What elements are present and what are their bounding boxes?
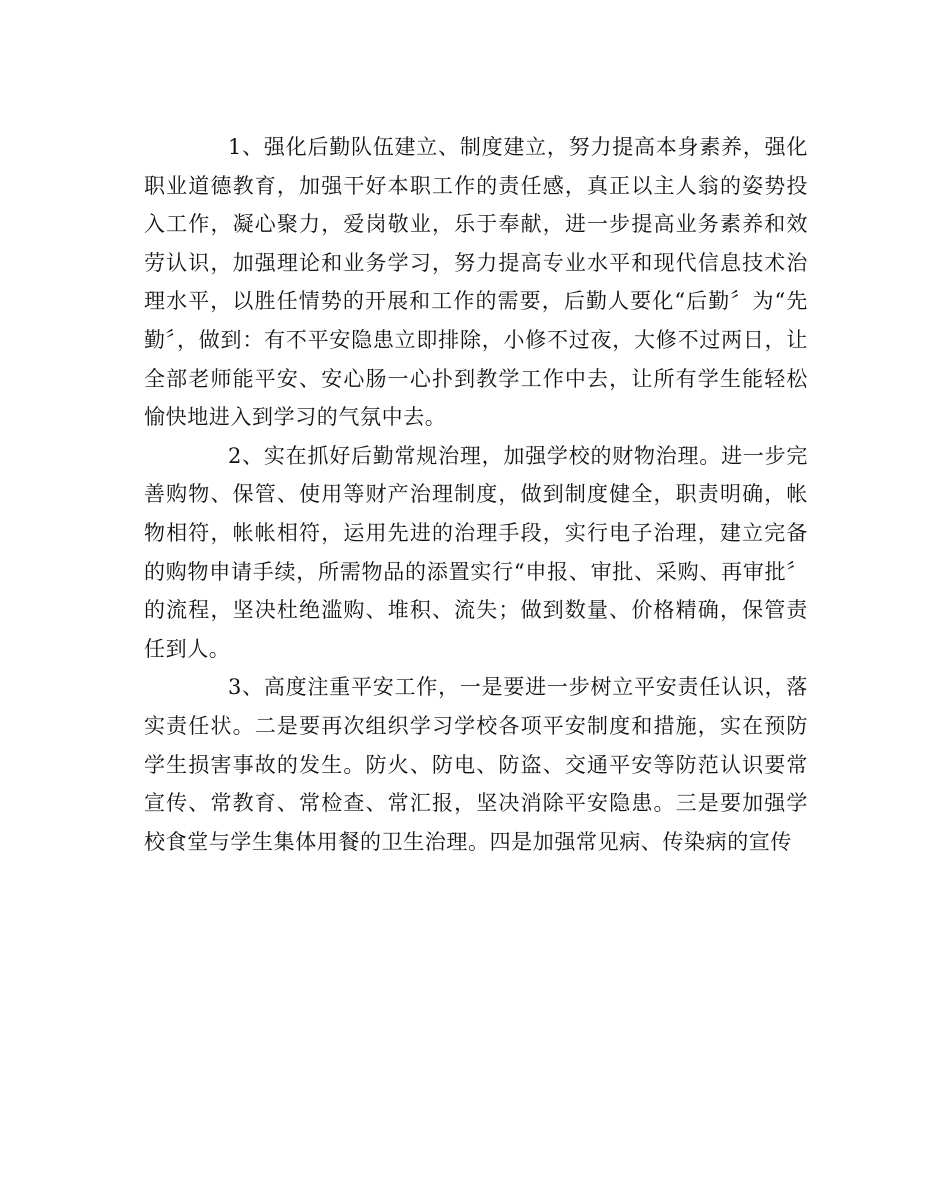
paragraph-1: 1、强化后勤队伍建立、制度建立，努力提高本身素养，强化职业道德教育，加强干好本职工作的责任感，真正以主人翁的姿势投入工作，凝心聚力，爱岗敬业，乐于奉献，进一步提高业务素养和效劳认识，加强理论和业务学习，努力提高专业水平和现代信息技术治理水平，以胜任情势的开展和工作的需要，后勤人要化“后勤〞为“先勤〞，做到：有不平安隐患立即排除，小修不过夜，大修不过两日，让全部老师能平安、安心肠一心扑到教学工作中去，让所有学生能轻松愉快地进入到学习的气氛中去。 [144, 135, 808, 430]
paragraph-2: 2、实在抓好后勤常规治理，加强学校的财物治理。进一步完善购物、保管、使用等财产治理制度，做到制度健全，职责明确，帐物相符，帐帐相符，运用先进的治理手段，实行电子治理，建立完备的购物申请手续，所需物品的添置实行“申报、审批、采购、再审批〞的流程，坚决杜绝滥购、堆积、流失；做到数量、价格精确，保管责任到人。 [144, 443, 808, 661]
document-body [144, 128, 808, 861]
paragraph-3: 3、高度注重平安工作，一是要进一步树立平安责任认识，落实责任状。二是要再次组织学习学校各项平安制度和措施，实在预防学生损害事故的发生。防火、防电、防盗、交通平安等防范认识要常宣传、常教育、常检查、常汇报，坚决消除平安隐患。三是要加强学校食堂与学生集体用餐的卫生治理。四是加强常见病、传染病的宣传 [144, 675, 808, 854]
